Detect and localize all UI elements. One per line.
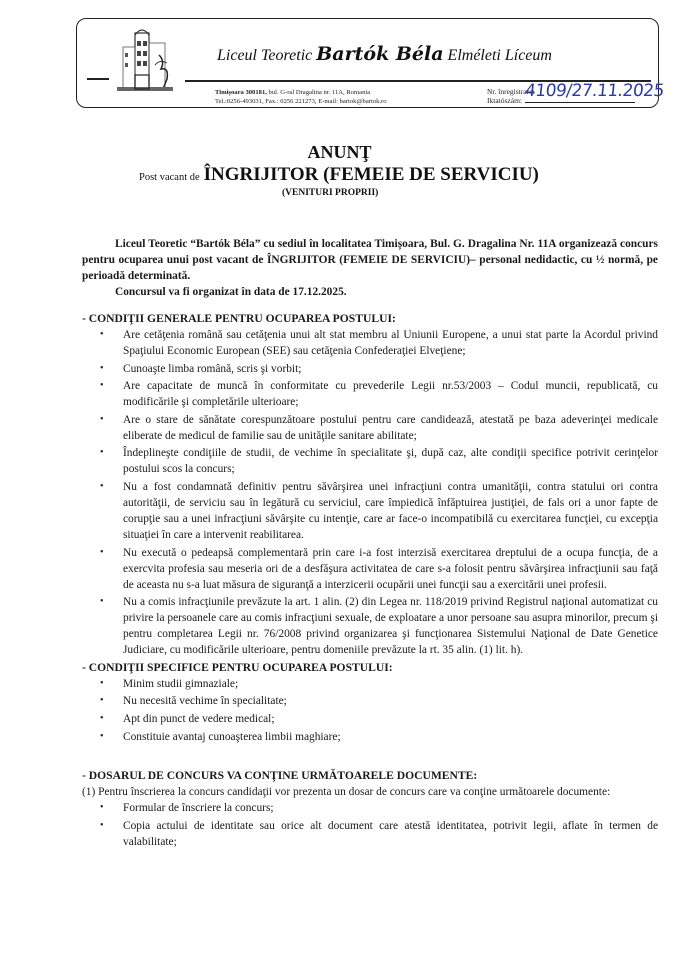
post-title bbox=[139, 164, 539, 186]
registration-label-hu: Iktatószám: bbox=[487, 96, 522, 105]
school-building-drawing-icon bbox=[115, 25, 179, 99]
list-item: • Are cetăţenia română sau cetăţenia unui alt stat membru al Uniunii Europene, a unui stat parte la Acordul privind Spaţiului Economic European (SEE) sau cetăţenia Confederaţiei Elveţiene; bbox=[98, 327, 658, 359]
list-item: • Minim studii gimnaziale; bbox=[98, 676, 658, 692]
list-item: • Apt din punct de vedere medical; bbox=[98, 711, 658, 727]
registration-underline bbox=[525, 102, 635, 103]
contest-date: Concursul va fi organizat în data de 17.12.2025. bbox=[115, 286, 347, 298]
list-item: • Îndeplineşte condiţiile de studii, de vechime în specialitate şi, după caz, alte condiţii specifice potrivit cerinţelor postului scos la concurs; bbox=[98, 445, 658, 477]
general-conditions-list bbox=[82, 327, 658, 658]
list-item: • Nu execută o pedeapsă complementară prin care i-a fost interzisă exercitarea dreptului de a ocupa funcţia, de a exercvita profesia sau meseria ori de a desfăşura activitatea de care s-a folosit pentru săvârşirea infracţiunii sau faţă de aceasta nu s-a luat măsura de siguranţă a interzicerii ocupării unei funcţii sau a exercitării unei profesii. bbox=[98, 545, 658, 593]
intro-paragraph: Liceul Teoretic “Bartók Béla” cu sediul în localitatea Timișoara, Bul. G. Dragalina Nr. 11A organizează concurs pentru ocuparea unui post vacant de ÎNGRIJITOR (FEMEIE DE SERVICIU)– personal nedidactic, cu ½ normă, pe perioadă determinată. bbox=[82, 238, 658, 282]
funding-source: (VENITURI PROPRII) bbox=[282, 188, 379, 198]
address-city: Timişoara 300181, bbox=[215, 89, 267, 96]
section-heading-dossier: - DOSARUL DE CONCURS VA CONŢINE URMĂTOARELE DOCUMENTE: bbox=[82, 769, 478, 783]
post-name: ÎNGRIJITOR (FEMEIE DE SERVICIU) bbox=[203, 164, 539, 185]
school-name-heading bbox=[217, 43, 552, 65]
list-item: • Nu a comis infracţiunile prevăzute la art. 1 alin. (2) din Legea nr. 118/2019 privind Registrul naţional automatizat cu privire la persoanele care au comis infracţiuni sexuale, de exploatare a unor persoane sau asupra minorilor, precum şi pentru completarea Legii nr. 76/2008 privind organizarea şi funcţionarea Sistemului Naţional de Date Genetice Judiciare, cu modificările ulterioare, pentru domeniile prevăzute la rt. 35 alin. (1) lit. h). bbox=[98, 594, 658, 658]
list-item: • Are capacitate de muncă în conformitate cu prevederile Legii nr.53/2003 – Codul muncii, republicată, cu modificările şi completările ulterioare; bbox=[98, 378, 658, 410]
announcement-title: ANUNŢ bbox=[307, 142, 372, 162]
registration-number-handwritten: 4109/27.11.2025 bbox=[523, 81, 665, 101]
announcement-body bbox=[82, 236, 658, 851]
list-item: • Nu a fost condamnată definitiv pentru săvârşirea unei infracţiuni contra umanităţii, contra statului ori contra autorităţii, de serviciu sau în legătură cu serviciul, care împiedică înfăptuirea justiţiei, de fals ori a unor fapte de corupţie sau a unei infracţiuni săvârşite cu intenţie, care ar face-o incompatibilă cu exercitarea funcţiei, cu excepţia situaţiei în care a intervenit reabilitarea. bbox=[98, 479, 658, 543]
letterhead bbox=[76, 18, 665, 108]
school-name-main: Bartók Béla bbox=[316, 43, 444, 65]
section-heading-specific: - CONDIŢII SPECIFICE PENTRU OCUPAREA POSTULUI: bbox=[82, 660, 393, 674]
section-heading-general: - CONDIŢII GENERALE PENTRU OCUPAREA POSTULUI: bbox=[82, 312, 396, 325]
dossier-documents-list bbox=[82, 800, 658, 850]
list-item: • Copia actului de identitate sau orice alt document care atestă identitatea, potrivit legii, aflate în termen de valabilitate; bbox=[98, 818, 658, 850]
address-street: bul. G-ral Dragalina nr. 11A, Romania bbox=[266, 89, 371, 96]
list-item: • Formular de înscriere la concurs; bbox=[98, 800, 658, 816]
school-name-prefix: Liceul Teoretic bbox=[217, 47, 313, 64]
school-name-suffix: Elméleti Líceum bbox=[447, 47, 552, 64]
school-address bbox=[215, 89, 387, 106]
dossier-intro: (1) Pentru înscrierea la concurs candidaţii vor prezenta un dosar de concurs care va conţine următoarele documente: bbox=[82, 786, 611, 799]
list-item: • Nu necesită vechime în specialitate; bbox=[98, 693, 658, 709]
letterhead-dash-divider bbox=[87, 78, 109, 80]
list-item: • Constituie avantaj cunoaşterea limbii maghiare; bbox=[98, 729, 658, 745]
list-item: • Are o stare de sănătate corespunzătoare postului pentru care candidează, atestată pe baza adeverinţei medicale eliberate de medicul de familie sau de unităţile sanitare abilitate; bbox=[98, 412, 658, 444]
list-item: • Cunoaşte limba română, scris şi vorbit; bbox=[98, 361, 658, 377]
contact-line: Tel.:0256-493031, Fax.: 0256 221273, E-mail: bartok@bartok.ro bbox=[215, 97, 387, 105]
registration-label-ro: Nr. înregistrare: bbox=[487, 87, 535, 96]
post-prefix: Post vacant de bbox=[139, 172, 200, 183]
specific-conditions-list bbox=[82, 676, 658, 745]
